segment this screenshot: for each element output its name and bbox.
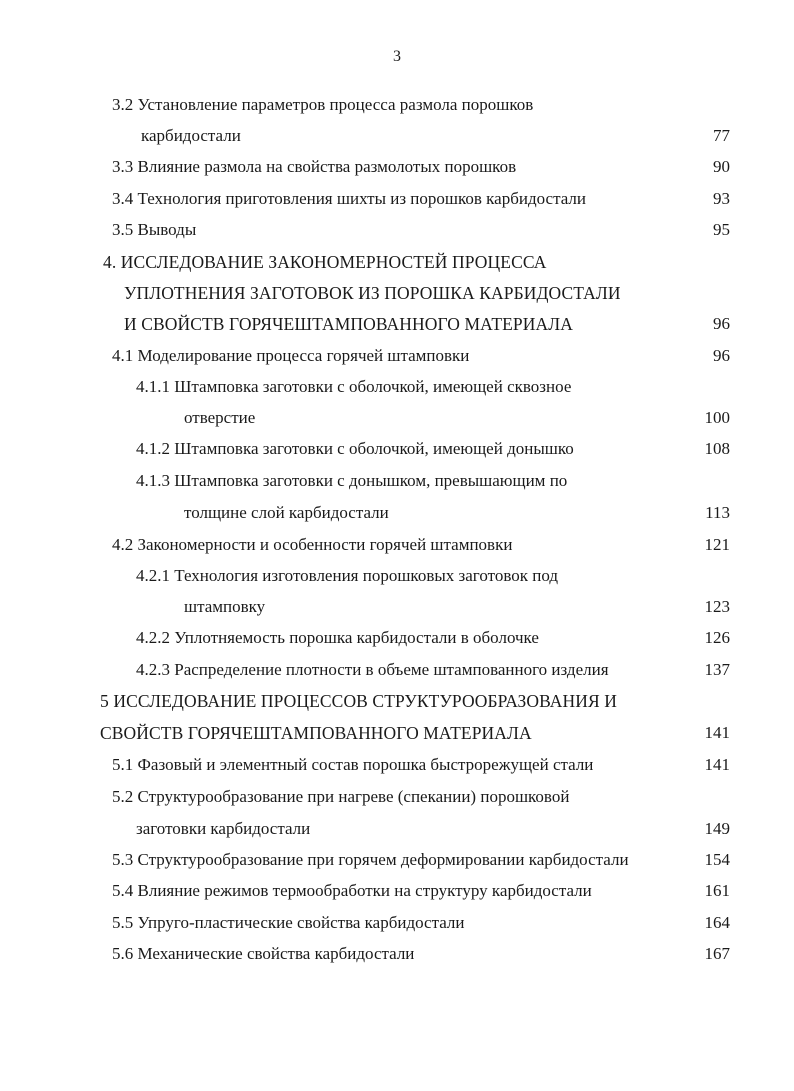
toc-entry-text: 4.2.2 Уплотняемость порошка карбидостали в оболочке xyxy=(136,628,539,647)
toc-entry-text: 5.1 Фазовый и элементный состав порошка быстрорежущей стали xyxy=(112,755,594,774)
toc-entry-text: 4.1.2 Штамповка заготовки с оболочкой, имеющей донышко xyxy=(136,439,574,458)
toc-entry-page: 96 xyxy=(713,314,730,333)
toc-entry-page: 100 xyxy=(704,408,730,427)
toc-entry-page: 90 xyxy=(713,157,730,176)
toc-entry-text: 5.6 Механические свойства карбидостали xyxy=(112,944,415,963)
toc-entry-text: УПЛОТНЕНИЯ ЗАГОТОВОК ИЗ ПОРОШКА КАРБИДОСТАЛИ xyxy=(124,283,621,303)
toc-entry-page: 123 xyxy=(704,597,730,616)
toc-entry-text: 3.3 Влияние размола на свойства размолотых порошков xyxy=(112,157,517,176)
toc-entry-page: 95 xyxy=(713,220,730,239)
toc-entry-text: толщине слой карбидостали xyxy=(184,503,389,522)
toc-entry-text: 5.5 Упруго-пластические свойства карбидостали xyxy=(112,913,465,932)
toc-entry-text: СВОЙСТВ ГОРЯЧЕШТАМПОВАННОГО МАТЕРИАЛА xyxy=(100,723,532,743)
toc-entry-text: карбидостали xyxy=(141,126,241,145)
toc-entry-page: 96 xyxy=(713,346,730,365)
toc-entry-page: 108 xyxy=(704,439,730,458)
toc-entry-page: 141 xyxy=(704,755,730,774)
toc-entry-text: 5.3 Структурообразование при горячем деформировании карбидостали xyxy=(112,850,629,869)
toc-entry-page: 161 xyxy=(704,881,730,900)
toc-entry-page: 93 xyxy=(713,189,730,208)
toc-entry-text: 4.1 Моделирование процесса горячей штамповки xyxy=(112,346,470,365)
toc-entry-text: 3.4 Технология приготовления шихты из порошков карбидостали xyxy=(112,189,586,208)
toc-entry-text: 4.1.3 Штамповка заготовки с донышком, превышающим по xyxy=(136,471,568,490)
toc-entry-text: 4.1.1 Штамповка заготовки с оболочкой, имеющей сквозное xyxy=(136,377,572,396)
toc-entry-page: 113 xyxy=(705,503,730,522)
toc-entry-page: 167 xyxy=(704,944,730,963)
toc-entry-text: 4.2.3 Распределение плотности в объеме штампованного изделия xyxy=(136,660,609,679)
toc-entry-page: 137 xyxy=(704,660,730,679)
toc-entry-text: 5.2 Структурообразование при нагреве (спекании) порошковой xyxy=(112,787,570,806)
toc-entry-page: 126 xyxy=(704,628,730,647)
toc-entry-text: заготовки карбидостали xyxy=(136,819,311,838)
toc-entry-text: 3.5 Выводы xyxy=(112,220,197,239)
toc-entry-page: 121 xyxy=(704,535,730,554)
toc-entry-text: 5.4 Влияние режимов термообработки на структуру карбидостали xyxy=(112,881,592,900)
toc-entry-page: 77 xyxy=(713,126,730,145)
toc-entry-page: 141 xyxy=(704,723,730,742)
toc-entry-text: 4.2 Закономерности и особенности горячей штамповки xyxy=(112,535,513,554)
toc-entry-text: 3.2 Установление параметров процесса размола порошков xyxy=(112,95,534,114)
toc-entry-text: И СВОЙСТВ ГОРЯЧЕШТАМПОВАННОГО МАТЕРИАЛА xyxy=(124,314,573,334)
toc-entry-text: штамповку xyxy=(184,597,266,616)
toc-entry-text: 5 ИССЛЕДОВАНИЕ ПРОЦЕССОВ СТРУКТУРООБРАЗОВАНИЯ И xyxy=(100,691,617,711)
toc-entry-text: отверстие xyxy=(184,408,256,427)
page-number: 3 xyxy=(393,48,401,65)
toc-entry-page: 149 xyxy=(704,819,730,838)
toc-entry-page: 154 xyxy=(704,850,730,869)
toc-entry-text: 4. ИССЛЕДОВАНИЕ ЗАКОНОМЕРНОСТЕЙ ПРОЦЕССА xyxy=(103,252,547,272)
toc-entry-page: 164 xyxy=(704,913,730,932)
toc-entry-text: 4.2.1 Технология изготовления порошковых заготовок под xyxy=(136,566,558,585)
